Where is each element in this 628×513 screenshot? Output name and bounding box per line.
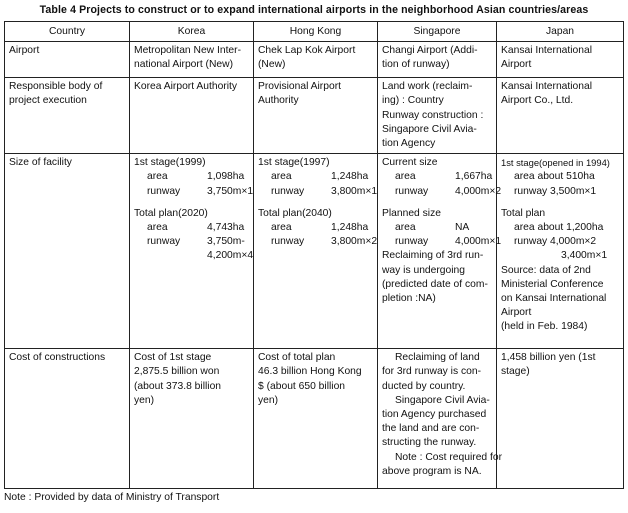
text-line: project execution: [9, 95, 87, 107]
text-line: Cost of 1st stage: [134, 352, 212, 364]
text-line: area about 510ha: [514, 171, 595, 183]
header-singapore: Singapore: [378, 22, 497, 42]
text-line: 46.3 billion Hong Kong: [258, 366, 362, 378]
text-line: 2,875.5 billion won: [134, 366, 220, 378]
text-line: for 3rd runway is con-: [382, 366, 482, 378]
cell-japan-body: [497, 78, 624, 154]
kv-line: [382, 235, 502, 249]
kv-label: area: [271, 171, 292, 183]
text-line: Runway construction :: [382, 109, 484, 121]
row-label-airport: Airport: [5, 42, 130, 78]
text-line: yen): [134, 394, 155, 406]
text-line: (New): [258, 59, 286, 71]
cell-japan-airport: [497, 42, 624, 78]
kv-line: [258, 185, 378, 199]
cell-hongkong-size: [254, 154, 378, 349]
text-line: Total plan(2020): [134, 207, 208, 219]
kv-label: area: [271, 222, 292, 234]
kv-value: 3,750m×1: [207, 185, 254, 197]
text-line: Ministerial Conference: [501, 278, 604, 290]
kv-label: runway: [395, 236, 429, 248]
kv-label: runway: [147, 185, 181, 197]
text-line: ing) : Country: [382, 95, 444, 107]
kv-line: [134, 235, 249, 249]
header-japan: Japan: [497, 22, 624, 42]
kv-line: [134, 185, 254, 199]
kv-value: 3,800m×1: [331, 185, 378, 197]
table-title: Table 4 Projects to construct or to expand international airports in the neighborhood Asian countries/areas: [39, 4, 589, 16]
text-line: Chek Lap Kok Airport: [258, 45, 356, 57]
footnote: Note : Provided by data of Ministry of Transport: [4, 492, 220, 503]
row-label-cost: Cost of constructions: [5, 349, 130, 489]
text-line: area about 1,200ha: [514, 222, 604, 234]
text-line: above program is NA.: [382, 465, 482, 477]
text-line: Planned size: [382, 207, 441, 219]
text-line: on Kansai International: [501, 293, 607, 305]
kv-label: area: [147, 171, 168, 183]
kv-line: [134, 170, 249, 184]
kv-line: [134, 221, 249, 235]
text-line: Airport: [501, 59, 532, 71]
text-line: ducted by country.: [382, 380, 466, 392]
cell-singapore-airport: [378, 42, 497, 78]
kv-line: [258, 235, 378, 249]
text-line: Source: data of 2nd: [501, 264, 591, 276]
kv-label: runway: [147, 236, 181, 248]
text-line: Total plan: [501, 207, 546, 219]
text-line: Authority: [258, 95, 299, 107]
text-line: (held in Feb. 1984): [501, 321, 588, 333]
text-line: pletion :NA): [382, 293, 436, 305]
text-line: tion Agency purchased: [382, 409, 487, 421]
kv-line: [382, 221, 492, 235]
text-line: Singapore Civil Avia-: [395, 394, 490, 406]
kv-label: area: [147, 222, 168, 234]
header-hongkong: Hong Kong: [254, 22, 378, 42]
kv-value: 4,000m×1: [455, 236, 502, 248]
text-line: Airport Co., Ltd.: [501, 95, 574, 107]
cell-japan-size: [497, 154, 624, 349]
text-line: tion of runway): [382, 59, 450, 71]
kv-label: runway: [271, 236, 305, 248]
text-line: Provisional Airport: [258, 81, 341, 93]
kv-label: area: [395, 222, 416, 234]
cell-hongkong-body: [254, 78, 378, 154]
text-line: Note : Cost required for: [395, 451, 503, 463]
text-line: 1,458 billion yen (1st: [501, 352, 596, 364]
text-line: 3,400m×1: [561, 250, 608, 262]
header-row: [5, 22, 624, 42]
kv-label: runway: [395, 185, 429, 197]
text-line: runway 4,000m×2: [514, 236, 597, 248]
kv-value: 4,000m×2: [455, 185, 502, 197]
text-line: national Airport (New): [134, 59, 234, 71]
text-line: runway 3,500m×1: [514, 185, 597, 197]
text-line: 1st stage(1997): [258, 157, 330, 169]
text-line: 1st stage(1999): [134, 157, 206, 169]
kv-label: runway: [271, 185, 305, 197]
cell-korea-airport: [130, 42, 254, 78]
kv-value: 4,743ha: [207, 222, 245, 234]
cell-singapore-cost: [378, 349, 503, 489]
table-row-cost: [5, 349, 624, 489]
text-line: structing the runway.: [382, 437, 477, 449]
text-line: Korea Airport Authority: [134, 81, 238, 93]
text-line: Current size: [382, 157, 438, 169]
kv-value: 4,200m×4: [207, 250, 254, 262]
airport-projects-table: [4, 21, 624, 489]
text-line: Reclaiming of land: [395, 352, 480, 364]
text-line: Kansai International: [501, 81, 593, 93]
row-label-responsible-body: [5, 78, 130, 154]
cell-hongkong-airport: [254, 42, 378, 78]
text-line: Cost of total plan: [258, 352, 336, 364]
kv-value: 1,248ha: [331, 171, 369, 183]
text-line: Kansai International: [501, 45, 593, 57]
row-label-size: Size of facility: [5, 154, 130, 349]
cell-hongkong-cost: [254, 349, 378, 489]
text-line: Reclaiming of 3rd run-: [382, 250, 484, 262]
kv-value: NA: [455, 222, 470, 234]
kv-label: area: [395, 171, 416, 183]
text-line: Responsible body of: [9, 81, 103, 93]
cell-singapore-size: [378, 154, 502, 349]
text-line: Changi Airport (Addi-: [382, 45, 478, 57]
kv-line: [258, 170, 373, 184]
table-row-responsible-body: [5, 78, 624, 154]
kv-value: 3,800m×2: [331, 236, 378, 248]
text-line: (about 373.8 billion: [134, 380, 222, 392]
kv-value: 3,750m-: [207, 236, 245, 248]
kv-line: [382, 185, 502, 199]
cell-korea-cost: [130, 349, 254, 489]
table-row-size: [5, 154, 624, 349]
kv-value: 1,098ha: [207, 171, 245, 183]
text-line: way is undergoing: [382, 264, 465, 276]
header-country: Country: [5, 22, 130, 42]
cell-korea-size: [130, 154, 254, 349]
text-line: yen): [258, 394, 279, 406]
text-line: Airport: [501, 307, 532, 319]
text-line: Metropolitan New Inter-: [134, 45, 242, 57]
cell-korea-body: [130, 78, 254, 154]
kv-line: [382, 170, 492, 184]
cell-singapore-body: [378, 78, 497, 154]
kv-line: [258, 221, 373, 235]
text-line: 1st stage(opened in 1994): [501, 157, 610, 169]
text-line: $ (about 650 billion: [258, 380, 346, 392]
kv-line: [134, 249, 254, 263]
text-line: (predicted date of com-: [382, 278, 488, 290]
kv-value: 1,248ha: [331, 222, 369, 234]
text-line: Land work (reclaim-: [382, 81, 473, 93]
text-line: Total plan(2040): [258, 207, 332, 219]
text-line: the land and are con-: [382, 423, 480, 435]
table-row-airport: [5, 42, 624, 78]
text-line: Singapore Civil Avia-: [382, 123, 477, 135]
cell-japan-cost: [497, 349, 624, 489]
header-korea: Korea: [130, 22, 254, 42]
kv-value: 1,667ha: [455, 171, 493, 183]
text-line: tion Agency: [382, 138, 436, 150]
text-line: stage): [501, 366, 530, 378]
